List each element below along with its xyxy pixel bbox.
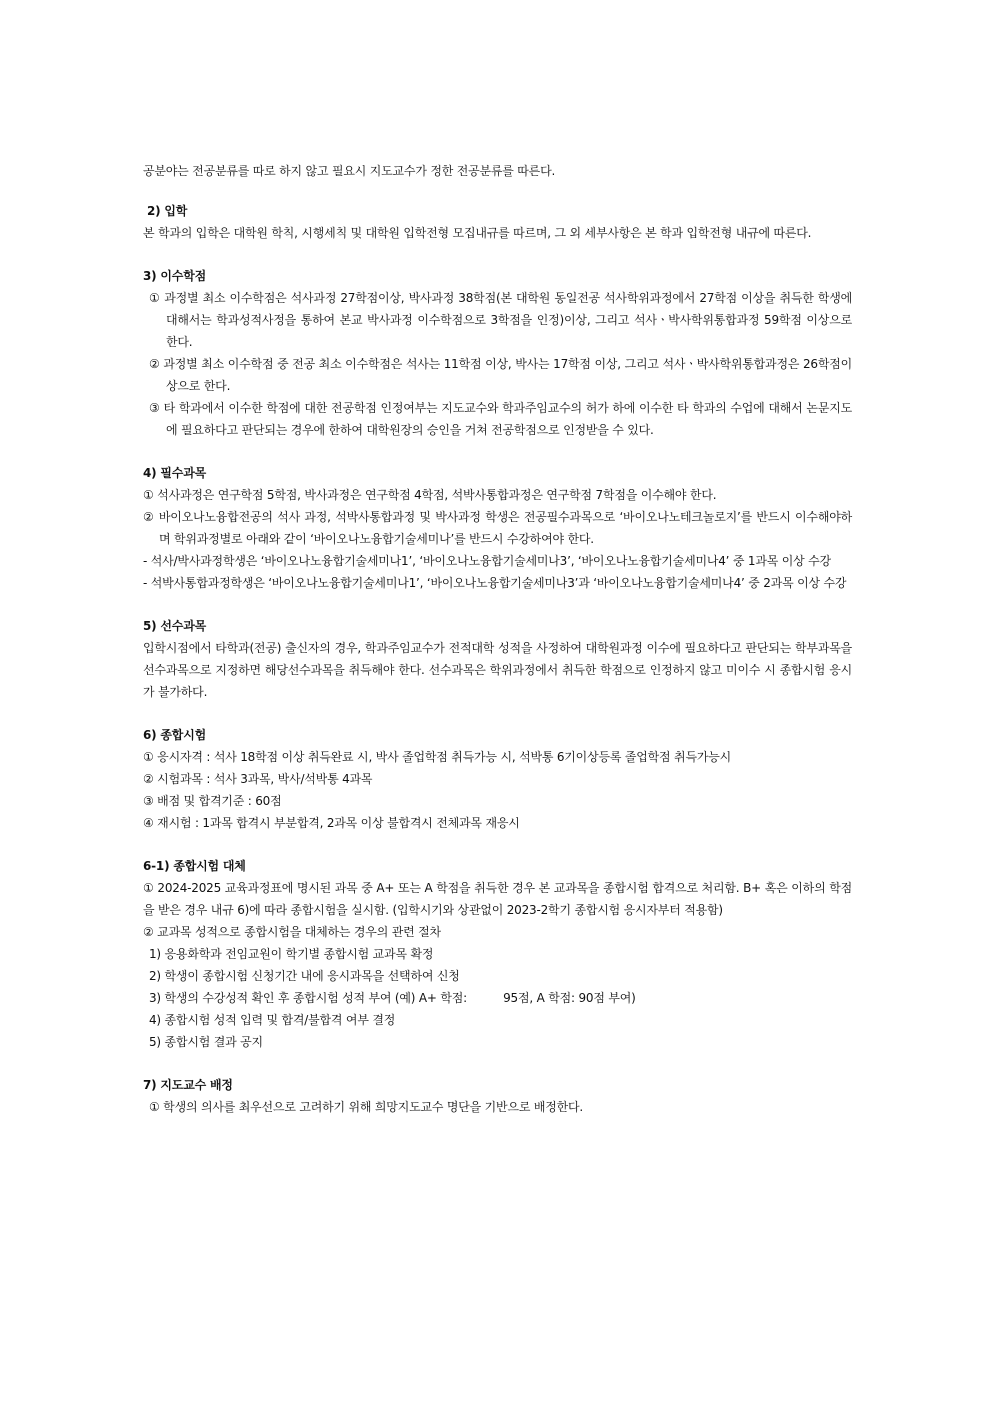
section-heading: 5) 선수과목 [143,619,206,633]
section-credits [143,265,852,441]
section-heading: 6-1) 종합시험 대체 [143,859,246,873]
section-heading: 6) 종합시험 [143,728,206,742]
list-item: ① 2024-2025 교육과정표에 명시된 과목 중 A+ 또는 A 학점을 취득한 경우 본 교과목을 종합시험 합격으로 처리함. B+ 혹은 이하의 학점을 받은 경우 내규 6)에 따라 종합시험을 실시함. (입학시기와 상관없이 2023-2학기 종합시험 응시자부터 적용함) [143,881,852,917]
procedure-step: 2) 학생이 종합시험 신청기간 내에 응시과목을 선택하여 신청 [149,969,460,983]
dash-item: - 석박사통합과정학생은 ‘바이오나노융합기술세미나1’, ‘바이오나노융합기술세미나3’과 ‘바이오나노융합기술세미나4’ 중 2과목 이상 수강 [143,576,847,590]
intro-text: 공분야는 전공분류를 따로 하지 않고 필요시 지도교수가 정한 전공분류를 따른다. [143,164,556,178]
section-exam-substitution [143,855,852,1053]
section-admission [143,200,852,244]
procedure-step: 4) 종합시험 성적 입력 및 합격/불합격 여부 결정 [149,1013,396,1027]
list-item: ③ 배점 및 합격기준 : 60점 [143,794,282,808]
list-item: ② 교과목 성적으로 종합시험을 대체하는 경우의 관련 절차 [143,925,441,939]
section-comprehensive-exam [143,724,852,834]
list-item: ② 바이오나노융합전공의 석사 과정, 석박사통합과정 및 박사과정 학생은 전공필수과목으로 ‘바이오나노테크놀로지’를 반드시 이수해야하며 학위과정별로 아래와 같이 ‘바이오나노융합기술세미나’를 반드시 수강하여야 한다. [143,510,852,546]
list-item: ① 과정별 최소 이수학점은 석사과정 27학점이상, 박사과정 38학점(본 대학원 동일전공 석사학위과정에서 27학점 이상을 취득한 학생에 대해서는 학과성적사정을 통하여 본교 박사과정 이수학점으로 3학점을 인정)이상, 그리고 석사ㆍ박사학위통합과정 59학점 이상으로 한다. [149,291,852,349]
list-item: ④ 재시험 : 1과목 합격시 부분합격, 2과목 이상 불합격시 전체과목 재응시 [143,816,520,830]
section-required-courses [143,462,852,594]
section-heading: 3) 이수학점 [143,269,206,283]
section-text: 본 학과의 입학은 대학원 학칙, 시행세칙 및 대학원 입학전형 모집내규를 따르며, 그 외 세부사항은 본 학과 입학전형 내규에 따른다. [143,226,812,240]
dash-item: - 석사/박사과정학생은 ‘바이오나노융합기술세미나1’, ‘바이오나노융합기술세미나3’, ‘바이오나노융합기술세미나4’ 중 1과목 이상 수강 [143,554,831,568]
list-item: ③ 타 학과에서 이수한 학점에 대한 전공학점 인정여부는 지도교수와 학과주임교수의 허가 하에 이수한 타 학과의 수업에 대해서 논문지도에 필요하다고 판단되는 경우에 한하여 대학원장의 승인을 거쳐 전공학점으로 인정받을 수 있다. [149,401,852,437]
procedure-step: 1) 응용화학과 전임교원이 학기별 종합시험 교과목 확정 [149,947,434,961]
section-heading: 4) 필수과목 [143,466,206,480]
list-item: ② 시험과목 : 석사 3과목, 박사/석박통 4과목 [143,772,373,786]
list-item: ① 학생의 의사를 최우선으로 고려하기 위해 희망지도교수 명단을 기반으로 배정한다. [149,1100,584,1114]
procedure-step: 3) 학생의 수강성적 확인 후 종합시험 성적 부여 (예) A+ 학점: 95점, A 학점: 90점 부여) [149,991,636,1005]
list-item: ② 과정별 최소 이수학점 중 전공 최소 이수학점은 석사는 11학점 이상, 박사는 17학점 이상, 그리고 석사ㆍ박사학위통합과정은 26학점이상으로 한다. [149,357,852,393]
section-heading: 2) 입학 [147,204,188,218]
section-advisor-assignment [143,1074,852,1118]
section-prerequisites [143,615,852,703]
section-text: 입학시점에서 타학과(전공) 출신자의 경우, 학과주임교수가 전적대학 성적을 사정하여 대학원과정 이수에 필요하다고 판단되는 학부과목을 선수과목으로 지정하면 해당선수과목을 취득해야 한다. 선수과목은 학위과정에서 취득한 학점으로 인정하지 않고 미이수 시 종합시험 응시가 불가하다. [143,641,852,699]
section-heading: 7) 지도교수 배정 [143,1078,233,1092]
list-item: ① 석사과정은 연구학점 5학점, 박사과정은 연구학점 4학점, 석박사통합과정은 연구학점 7학점을 이수해야 한다. [143,488,717,502]
procedure-step: 5) 종합시험 결과 공지 [149,1035,263,1049]
list-item: ① 응시자격 : 석사 18학점 이상 취득완료 시, 박사 졸업학점 취득가능 시, 석박통 6기이상등록 졸업학점 취득가능시 [143,750,732,764]
